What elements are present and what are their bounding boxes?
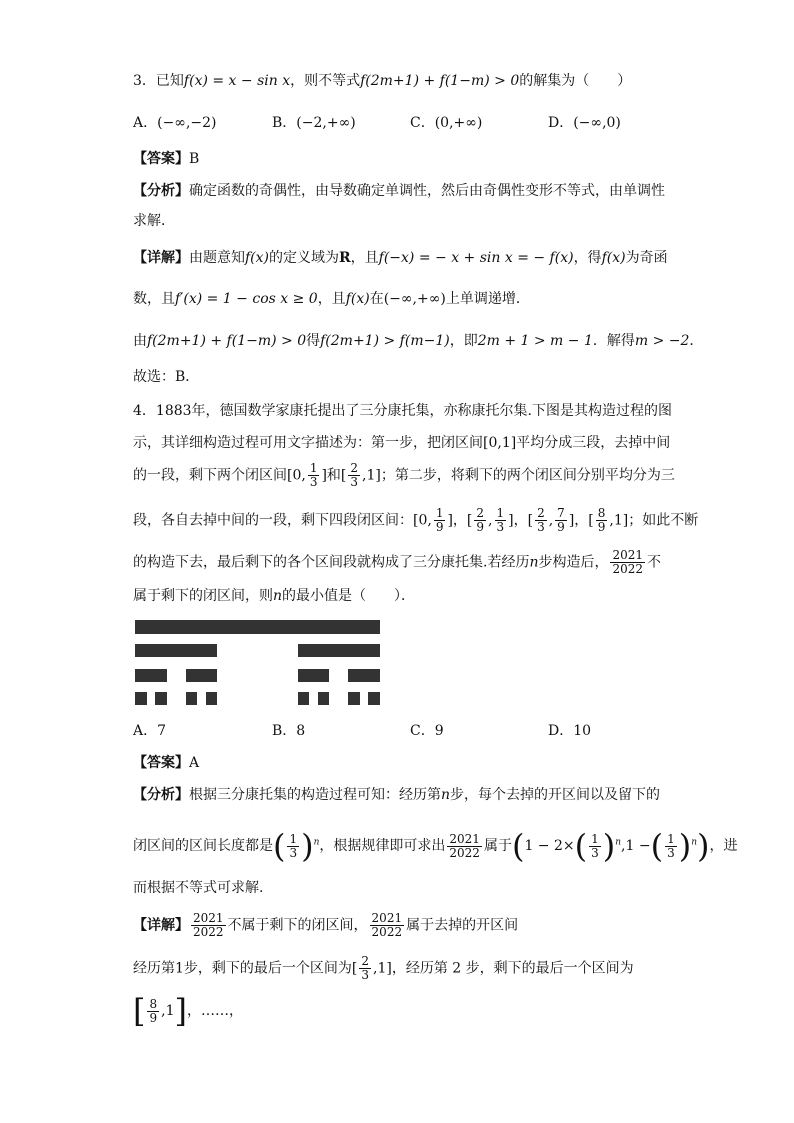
q3-analysis-line-1: 【分析】确定函数的奇偶性，由导数确定单调性，然后由奇偶性变形不等式，由单调性: [133, 183, 665, 199]
cantor-level-1-right: [298, 644, 380, 657]
q4-analysis-line-1: 【分析】根据三分康托集的构造过程可知：经历第n步，每个去掉的开区间以及留下的: [133, 787, 661, 803]
answer-tag: 【答案】: [133, 755, 189, 771]
detail-tag: 【详解】: [133, 250, 189, 266]
q4-stem-line-6: 属于剩下的闭区间，则n的最小值是（ ）．: [133, 588, 416, 604]
cantor-level-2-segment: [298, 669, 329, 682]
fraction-2021-2022: $\frac{2021}{2022}$: [371, 911, 403, 939]
cantor-level-0: [135, 620, 380, 634]
q4-stem-line-5: 的构造下去，最后剩下的各个区间段就构成了三分康托集.若经历n步构造后， $\frac{2021}{2022}$ 不: [133, 548, 662, 576]
fraction: $\frac{1}{3}$: [667, 831, 675, 860]
analysis-tag: 【分析】: [133, 787, 189, 803]
cantor-level-3-segment: [135, 692, 147, 705]
q4-answer: 【答案】A: [133, 755, 200, 771]
q3-detail-line-1: 【详解】由题意知f(x)的定义域为R，且f(−x) = − x + sin x = − f(x)，得f(x)为奇函: [133, 250, 668, 266]
q3-stem: 3．已知f(x) = x − sin x，则不等式f(2m+1) + f(1−m) > 0的解集为（ ）: [133, 73, 632, 89]
q3-option-c: C．(0,+∞): [410, 115, 483, 131]
q3-inequality: f(2m+1) + f(1−m) > 0: [360, 73, 520, 89]
q3-analysis-line-2: 求解．: [133, 213, 175, 229]
cantor-level-2-segment: [186, 669, 217, 682]
cantor-level-3-segment: [348, 692, 360, 705]
q3-conclusion: 故选：B．: [133, 369, 200, 385]
fraction: $\frac{2}{3}$: [537, 506, 545, 534]
q4-detail-line-1: 【详解】 $\frac{2021}{2022}$ 不属于剩下的闭区间， $\frac{2021}{2022}$ 属于去掉的开区间: [133, 911, 519, 939]
fraction: $\frac{1}{9}$: [435, 506, 444, 534]
analysis-tag: 【分析】: [133, 183, 189, 199]
cantor-level-1-left: [135, 644, 217, 657]
q4-option-a: A．7: [133, 723, 167, 739]
q3-function: f(x) = x − sin x: [183, 73, 291, 89]
q4-stem-line-3: 的一段，剩下两个闭区间[0, $\frac{1}{3}$ ]和[ $\frac{2}{3}$ ,1]；第二步，将剩下的两个闭区间分别平均分为三: [133, 461, 675, 489]
cantor-level-3-segment: [368, 692, 380, 705]
q4-detail-line-3: [ $\frac{8}{9}$ ,1]，……，: [133, 992, 243, 1030]
q4-detail-line-2: 经历第1步，剩下的最后一个区间为[ $\frac{2}{3}$ ,1]，经历第 2 步，剩下的最后一个区间为: [133, 954, 634, 982]
cantor-level-3-segment: [155, 692, 167, 705]
q3-option-d: D．(−∞,0): [548, 115, 621, 131]
detail-tag: 【详解】: [133, 917, 189, 934]
fraction: $\frac{2}{9}$: [476, 506, 485, 534]
q4-stem-line-2: 示，其详细构造过程可用文字描述为：第一步，把闭区间[0,1]平均分成三段，去掉中间: [133, 435, 671, 451]
fraction: $\frac{1}{3}$: [496, 506, 505, 534]
q3-detail-line-2: 数，且f′(x) = 1 − cos x ≥ 0，且f(x)在(−∞,+∞)上单调递增．: [133, 291, 530, 307]
cantor-level-3-segment: [318, 692, 329, 705]
fraction: $\frac{1}{3}$: [289, 831, 298, 860]
q4-analysis-line-3: 而根据不等式可求解.: [133, 880, 264, 896]
q4-analysis-line-2: 闭区间的区间长度都是( $\frac{1}{3}$ )$^n$，根据规律即可求出 $\frac{2021}{2022}$ 属于(1 − 2×( $\frac{1}{3}$ )$^n$,1 −( $\frac{1}{3}$ )$^n$)，进: [133, 827, 738, 865]
q4-stem-line-4: 段，各自去掉中间的一段，剩下四段闭区间：[0, $\frac{1}{9}$ ]，[ $\frac{2}{9}$ , $\frac{1}{3}$ ]，[ $\frac{2}{3}$ , $\frac{7}{9}$ ]，[ $\frac{8}{9}$ ,1]；如此不断: [133, 506, 699, 534]
q4-option-d: D．10: [548, 723, 592, 739]
fraction-2021-2022: $\frac{2021}{2022}$: [193, 911, 224, 939]
cantor-level-3-segment: [206, 692, 217, 705]
q3-option-b: B．(−2,+∞): [272, 115, 356, 131]
fraction: $\frac{8}{9}$: [149, 996, 158, 1025]
fraction: $\frac{8}{9}$: [597, 506, 606, 534]
cantor-level-3-segment: [298, 692, 309, 705]
fraction: $\frac{2}{3}$: [350, 461, 359, 489]
q4-option-b: B．8: [272, 723, 306, 739]
fraction: $\frac{1}{3}$: [591, 831, 599, 860]
fraction-2021-2022: $\frac{2021}{2022}$: [612, 548, 644, 576]
fraction: $\frac{7}{9}$: [557, 506, 565, 534]
q3-option-a: A．(−∞,−2): [133, 115, 217, 131]
cantor-level-2-segment: [348, 669, 380, 682]
q4-option-c: C．9: [410, 723, 444, 739]
cantor-level-2-segment: [135, 669, 167, 682]
q3-detail-line-3: 由f(2m+1) + f(1−m) > 0得f(2m+1) > f(m−1)，即2m + 1 > m − 1．解得m > −2．: [133, 333, 704, 349]
fraction-2021-2022: $\frac{2021}{2022}$: [449, 831, 480, 860]
fraction: $\frac{1}{3}$: [309, 461, 318, 489]
q4-stem-line-1: 4．1883年，德国数学家康托提出了三分康托集，亦称康托尔集.下图是其构造过程的图: [133, 403, 672, 419]
answer-tag: 【答案】: [133, 151, 189, 167]
q3-answer: 【答案】B: [133, 151, 200, 167]
fraction: $\frac{2}{3}$: [361, 954, 370, 982]
cantor-level-3-segment: [186, 692, 197, 705]
